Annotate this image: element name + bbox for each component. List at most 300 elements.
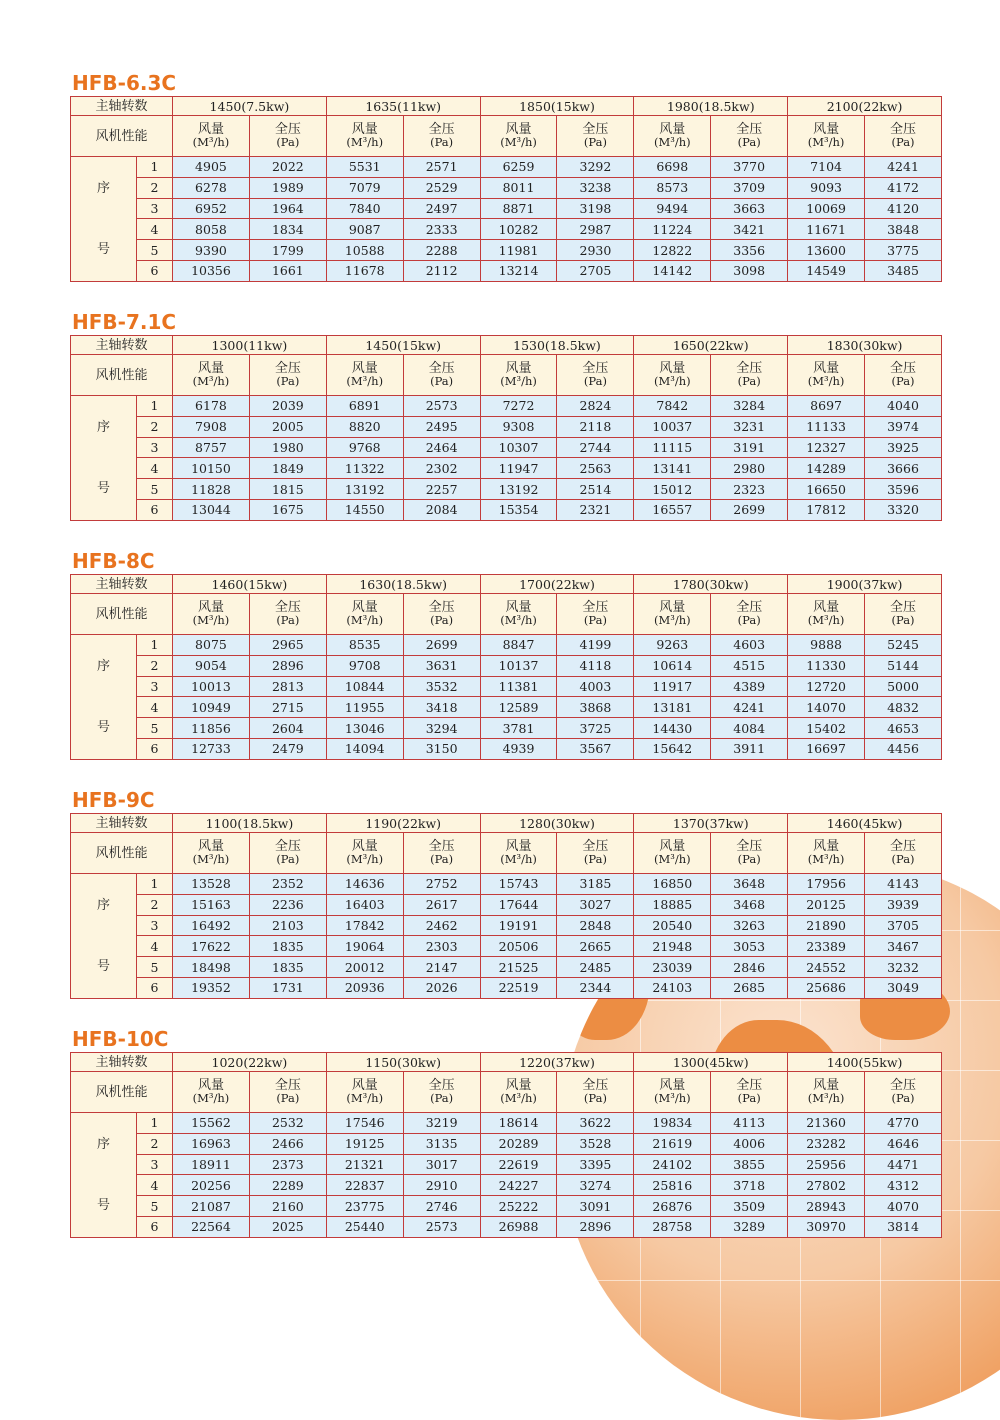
- flow-value: 10588: [326, 240, 403, 261]
- pressure-value: 3263: [711, 915, 788, 936]
- spindle-speed-label: 主轴转数: [71, 1053, 173, 1072]
- row-number: 2: [137, 416, 173, 437]
- table-row: [71, 676, 942, 697]
- pressure-label: 全压: [274, 1078, 301, 1093]
- flow-header-cell: [480, 116, 557, 157]
- flow-value: 10614: [634, 655, 711, 676]
- pressure-unit: (Pa): [737, 135, 761, 149]
- row-number: 1: [137, 1113, 173, 1134]
- flow-label: 风量: [813, 600, 840, 615]
- flow-value: 16557: [634, 499, 711, 520]
- flow-label: 风量: [659, 600, 686, 615]
- flow-unit: (M³/h): [653, 852, 691, 866]
- pressure-value: 3292: [557, 157, 634, 178]
- pressure-value: 2118: [557, 416, 634, 437]
- speed-header-row: [71, 575, 942, 594]
- row-number: 3: [137, 1154, 173, 1175]
- flow-value: 16492: [173, 915, 250, 936]
- flow-value: 6698: [634, 157, 711, 178]
- table-row: [71, 219, 942, 240]
- flow-value: 22519: [480, 977, 557, 998]
- pressure-label: 全压: [428, 1078, 455, 1093]
- flow-header-cell: [788, 116, 865, 157]
- flow-unit: (M³/h): [500, 374, 537, 388]
- flow-unit: (M³/h): [807, 613, 845, 627]
- flow-value: 15743: [480, 874, 557, 895]
- pressure-unit: (Pa): [276, 374, 300, 388]
- flow-value: 8535: [326, 635, 403, 656]
- pressure-value: 1835: [249, 957, 326, 978]
- pressure-unit: (Pa): [583, 613, 607, 627]
- flow-value: 12822: [634, 240, 711, 261]
- pressure-header-cell: [865, 594, 942, 635]
- pressure-value: 2571: [403, 157, 480, 178]
- flow-label: 风量: [197, 839, 224, 854]
- pressure-label: 全压: [890, 1078, 917, 1093]
- speed-header-cell: 1020(22kw): [173, 1053, 327, 1072]
- pressure-value: 4241: [865, 157, 942, 178]
- pressure-value: 3509: [711, 1196, 788, 1217]
- flow-value: 19125: [326, 1133, 403, 1154]
- flow-value: 14549: [788, 260, 865, 281]
- table-row: [71, 1216, 942, 1237]
- pressure-value: 2617: [403, 894, 480, 915]
- pressure-value: 4603: [711, 635, 788, 656]
- speed-header-cell: 1400(55kw): [788, 1053, 942, 1072]
- flow-header-cell: [788, 1072, 865, 1113]
- pressure-value: 2039: [249, 396, 326, 417]
- metric-header-row: [71, 833, 942, 874]
- pressure-unit: (Pa): [430, 1091, 454, 1105]
- flow-value: 9093: [788, 177, 865, 198]
- pressure-value: 5245: [865, 635, 942, 656]
- pressure-value: 4113: [711, 1113, 788, 1134]
- flow-value: 17644: [480, 894, 557, 915]
- pressure-header-cell: [711, 1072, 788, 1113]
- flow-header-cell: [634, 116, 711, 157]
- flow-value: 26988: [480, 1216, 557, 1237]
- flow-value: 20540: [634, 915, 711, 936]
- seq-top: 序: [96, 180, 110, 196]
- flow-value: 19064: [326, 936, 403, 957]
- row-number: 3: [137, 437, 173, 458]
- table-row: [71, 198, 942, 219]
- flow-value: 24552: [788, 957, 865, 978]
- pressure-value: 2497: [403, 198, 480, 219]
- pressure-unit: (Pa): [583, 852, 607, 866]
- flow-value: 9054: [173, 655, 250, 676]
- flow-value: 6259: [480, 157, 557, 178]
- pressure-value: 3868: [557, 697, 634, 718]
- pressure-value: 3925: [865, 437, 942, 458]
- pressure-value: 2485: [557, 957, 634, 978]
- speed-header-cell: 1100(18.5kw): [173, 814, 327, 833]
- table-row: [71, 416, 942, 437]
- pressure-value: 3775: [865, 240, 942, 261]
- pressure-value: 2464: [403, 437, 480, 458]
- flow-value: 23389: [788, 936, 865, 957]
- flow-value: 10282: [480, 219, 557, 240]
- row-number: 4: [137, 1175, 173, 1196]
- flow-value: 14070: [788, 697, 865, 718]
- pressure-value: 4312: [865, 1175, 942, 1196]
- pressure-value: 3289: [711, 1216, 788, 1237]
- pressure-value: 3709: [711, 177, 788, 198]
- flow-value: 19352: [173, 977, 250, 998]
- flow-label: 风量: [813, 122, 840, 137]
- flow-value: 16650: [788, 479, 865, 500]
- speed-header-row: [71, 814, 942, 833]
- sequence-label: [71, 396, 137, 521]
- seq-bottom: 号: [96, 958, 110, 974]
- flow-value: 11133: [788, 416, 865, 437]
- pressure-header-cell: [403, 116, 480, 157]
- pressure-value: 2288: [403, 240, 480, 261]
- seq-bottom: 号: [96, 719, 110, 735]
- pressure-header-cell: [557, 594, 634, 635]
- flow-value: 22837: [326, 1175, 403, 1196]
- pressure-unit: (Pa): [583, 1091, 607, 1105]
- pressure-unit: (Pa): [737, 1091, 761, 1105]
- row-number: 6: [137, 738, 173, 759]
- flow-value: 20506: [480, 936, 557, 957]
- pressure-header-cell: [403, 833, 480, 874]
- spindle-speed-label: 主轴转数: [71, 575, 173, 594]
- table-row: [71, 1175, 942, 1196]
- pressure-value: 2302: [403, 458, 480, 479]
- speed-header-cell: 1300(11kw): [173, 336, 327, 355]
- pressure-value: 4389: [711, 676, 788, 697]
- pressure-label: 全压: [274, 600, 301, 615]
- flow-label: 风量: [659, 122, 686, 137]
- pressure-label: 全压: [582, 122, 609, 137]
- pressure-header-cell: [403, 1072, 480, 1113]
- spec-table: [70, 96, 942, 282]
- pressure-value: 1834: [249, 219, 326, 240]
- pressure-value: 3666: [865, 458, 942, 479]
- flow-value: 11678: [326, 260, 403, 281]
- flow-value: 30970: [788, 1216, 865, 1237]
- pressure-unit: (Pa): [891, 613, 915, 627]
- pressure-value: 3467: [865, 936, 942, 957]
- flow-value: 11828: [173, 479, 250, 500]
- pressure-value: 2848: [557, 915, 634, 936]
- row-number: 3: [137, 676, 173, 697]
- pressure-unit: (Pa): [276, 1091, 300, 1105]
- pressure-unit: (Pa): [583, 135, 607, 149]
- pressure-value: 1989: [249, 177, 326, 198]
- flow-header-cell: [326, 594, 403, 635]
- flow-label: 风量: [813, 839, 840, 854]
- pressure-value: 1731: [249, 977, 326, 998]
- fan-spec-section: [70, 1026, 942, 1238]
- flow-value: 6891: [326, 396, 403, 417]
- flow-value: 5531: [326, 157, 403, 178]
- speed-header-cell: 1300(45kw): [634, 1053, 788, 1072]
- flow-value: 9494: [634, 198, 711, 219]
- flow-value: 11856: [173, 718, 250, 739]
- row-number: 6: [137, 977, 173, 998]
- pressure-value: 2532: [249, 1113, 326, 1134]
- flow-value: 14430: [634, 718, 711, 739]
- pressure-value: 4456: [865, 738, 942, 759]
- pressure-label: 全压: [428, 361, 455, 376]
- flow-label: 风量: [505, 122, 532, 137]
- pressure-value: 3528: [557, 1133, 634, 1154]
- pressure-value: 1980: [249, 437, 326, 458]
- flow-value: 17956: [788, 874, 865, 895]
- flow-value: 8011: [480, 177, 557, 198]
- flow-value: 11917: [634, 676, 711, 697]
- pressure-value: 2462: [403, 915, 480, 936]
- pressure-value: 3532: [403, 676, 480, 697]
- flow-value: 20289: [480, 1133, 557, 1154]
- flow-value: 24103: [634, 977, 711, 998]
- pressure-value: 2373: [249, 1154, 326, 1175]
- flow-value: 15402: [788, 718, 865, 739]
- pressure-value: 2084: [403, 499, 480, 520]
- pressure-header-cell: [865, 355, 942, 396]
- pressure-value: 4172: [865, 177, 942, 198]
- table-row: [71, 1133, 942, 1154]
- flow-value: 10356: [173, 260, 250, 281]
- pressure-unit: (Pa): [430, 613, 454, 627]
- pressure-value: 3091: [557, 1196, 634, 1217]
- speed-header-cell: 2100(22kw): [788, 97, 942, 116]
- pressure-header-cell: [403, 355, 480, 396]
- flow-value: 16403: [326, 894, 403, 915]
- pressure-value: 3185: [557, 874, 634, 895]
- pressure-value: 2746: [403, 1196, 480, 1217]
- flow-value: 21948: [634, 936, 711, 957]
- table-row: [71, 260, 942, 281]
- pressure-header-cell: [711, 594, 788, 635]
- flow-value: 19834: [634, 1113, 711, 1134]
- flow-value: 14289: [788, 458, 865, 479]
- seq-bottom: 号: [96, 1197, 110, 1213]
- pressure-value: 3622: [557, 1113, 634, 1134]
- flow-value: 25816: [634, 1175, 711, 1196]
- flow-header-cell: [634, 594, 711, 635]
- table-row: [71, 874, 942, 895]
- flow-value: 11322: [326, 458, 403, 479]
- flow-value: 20256: [173, 1175, 250, 1196]
- fan-performance-label: 风机性能: [71, 594, 173, 635]
- flow-header-cell: [326, 355, 403, 396]
- section-title: HFB-6.3C: [72, 71, 177, 95]
- flow-value: 13181: [634, 697, 711, 718]
- pressure-unit: (Pa): [276, 135, 300, 149]
- flow-value: 25686: [788, 977, 865, 998]
- pressure-value: 3232: [865, 957, 942, 978]
- pressure-label: 全压: [890, 839, 917, 854]
- pressure-value: 4040: [865, 396, 942, 417]
- speed-header-cell: 1280(30kw): [480, 814, 634, 833]
- flow-value: 10949: [173, 697, 250, 718]
- flow-value: 28943: [788, 1196, 865, 1217]
- pressure-value: 3356: [711, 240, 788, 261]
- flow-header-cell: [788, 355, 865, 396]
- pressure-value: 2022: [249, 157, 326, 178]
- flow-label: 风量: [505, 1078, 532, 1093]
- flow-header-cell: [326, 116, 403, 157]
- flow-value: 15562: [173, 1113, 250, 1134]
- pressure-value: 2321: [557, 499, 634, 520]
- pressure-value: 3567: [557, 738, 634, 759]
- flow-value: 21360: [788, 1113, 865, 1134]
- flow-label: 风量: [351, 122, 378, 137]
- pressure-label: 全压: [582, 1078, 609, 1093]
- flow-value: 9087: [326, 219, 403, 240]
- flow-value: 8573: [634, 177, 711, 198]
- sequence-label: [71, 874, 137, 999]
- pressure-header-cell: [865, 1072, 942, 1113]
- pressure-value: 2573: [403, 1216, 480, 1237]
- pressure-header-cell: [249, 594, 326, 635]
- pressure-value: 4199: [557, 635, 634, 656]
- pressure-value: 3939: [865, 894, 942, 915]
- pressure-header-cell: [711, 833, 788, 874]
- flow-value: 25440: [326, 1216, 403, 1237]
- flow-value: 16697: [788, 738, 865, 759]
- row-number: 5: [137, 240, 173, 261]
- flow-label: 风量: [813, 361, 840, 376]
- flow-value: 11381: [480, 676, 557, 697]
- flow-label: 风量: [197, 122, 224, 137]
- row-number: 4: [137, 936, 173, 957]
- pressure-value: 2333: [403, 219, 480, 240]
- flow-value: 23282: [788, 1133, 865, 1154]
- pressure-value: 3320: [865, 499, 942, 520]
- seq-top: 序: [96, 897, 110, 913]
- pressure-label: 全压: [428, 839, 455, 854]
- pressure-value: 2236: [249, 894, 326, 915]
- flow-value: 8820: [326, 416, 403, 437]
- pressure-value: 3098: [711, 260, 788, 281]
- table-row: [71, 655, 942, 676]
- pressure-header-cell: [865, 116, 942, 157]
- pressure-label: 全压: [890, 122, 917, 137]
- table-row: [71, 738, 942, 759]
- flow-value: 20936: [326, 977, 403, 998]
- pressure-value: 3855: [711, 1154, 788, 1175]
- pressure-value: 3596: [865, 479, 942, 500]
- pressure-value: 2824: [557, 396, 634, 417]
- fan-spec-section: [70, 309, 942, 521]
- row-number: 1: [137, 635, 173, 656]
- pressure-value: 5000: [865, 676, 942, 697]
- flow-value: 10307: [480, 437, 557, 458]
- pressure-unit: (Pa): [737, 852, 761, 866]
- speed-header-cell: 1630(18.5kw): [326, 575, 480, 594]
- row-number: 2: [137, 894, 173, 915]
- seq-top: 序: [96, 1136, 110, 1152]
- sequence-label: [71, 157, 137, 282]
- pressure-value: 2103: [249, 915, 326, 936]
- spec-table: [70, 813, 942, 999]
- section-title: HFB-10C: [72, 1027, 169, 1051]
- flow-value: 12589: [480, 697, 557, 718]
- table-row: [71, 1154, 942, 1175]
- speed-header-cell: 1530(18.5kw): [480, 336, 634, 355]
- flow-value: 17842: [326, 915, 403, 936]
- row-number: 1: [137, 396, 173, 417]
- pressure-unit: (Pa): [891, 135, 915, 149]
- flow-unit: (M³/h): [346, 852, 384, 866]
- flow-header-cell: [480, 1072, 557, 1113]
- flow-label: 风量: [505, 600, 532, 615]
- speed-header-cell: 1450(7.5kw): [173, 97, 327, 116]
- flow-value: 17546: [326, 1113, 403, 1134]
- pressure-label: 全压: [428, 600, 455, 615]
- pressure-value: 2563: [557, 458, 634, 479]
- fan-spec-section: [70, 787, 942, 999]
- flow-value: 24227: [480, 1175, 557, 1196]
- pressure-value: 3663: [711, 198, 788, 219]
- flow-value: 11981: [480, 240, 557, 261]
- pressure-header-cell: [557, 116, 634, 157]
- pressure-value: 3468: [711, 894, 788, 915]
- pressure-unit: (Pa): [737, 613, 761, 627]
- flow-value: 9708: [326, 655, 403, 676]
- pressure-unit: (Pa): [583, 374, 607, 388]
- flow-value: 9263: [634, 635, 711, 656]
- pressure-value: 2910: [403, 1175, 480, 1196]
- table-row: [71, 697, 942, 718]
- flow-unit: (M³/h): [500, 613, 537, 627]
- flow-value: 7842: [634, 396, 711, 417]
- pressure-header-cell: [557, 1072, 634, 1113]
- flow-value: 7908: [173, 416, 250, 437]
- pressure-value: 5144: [865, 655, 942, 676]
- pressure-value: 2479: [249, 738, 326, 759]
- flow-value: 18885: [634, 894, 711, 915]
- table-row: [71, 240, 942, 261]
- flow-value: 24102: [634, 1154, 711, 1175]
- flow-value: 8847: [480, 635, 557, 656]
- row-number: 3: [137, 915, 173, 936]
- pressure-header-cell: [711, 355, 788, 396]
- pressure-value: 4471: [865, 1154, 942, 1175]
- flow-header-cell: [173, 1072, 250, 1113]
- flow-value: 13192: [480, 479, 557, 500]
- table-row: [71, 177, 942, 198]
- table-row: [71, 437, 942, 458]
- pressure-label: 全压: [274, 361, 301, 376]
- flow-value: 13046: [326, 718, 403, 739]
- flow-header-cell: [634, 355, 711, 396]
- table-row: [71, 894, 942, 915]
- table-row: [71, 915, 942, 936]
- flow-value: 11115: [634, 437, 711, 458]
- pressure-unit: (Pa): [430, 374, 454, 388]
- pressure-value: 2744: [557, 437, 634, 458]
- pressure-header-cell: [403, 594, 480, 635]
- pressure-header-cell: [249, 116, 326, 157]
- pressure-value: 2846: [711, 957, 788, 978]
- pressure-label: 全压: [736, 839, 763, 854]
- spec-table: [70, 1052, 942, 1238]
- pressure-value: 3648: [711, 874, 788, 895]
- pressure-value: 2352: [249, 874, 326, 895]
- flow-label: 风量: [351, 600, 378, 615]
- pressure-value: 2112: [403, 260, 480, 281]
- flow-value: 22619: [480, 1154, 557, 1175]
- pressure-value: 3135: [403, 1133, 480, 1154]
- pressure-value: 2987: [557, 219, 634, 240]
- pressure-value: 2529: [403, 177, 480, 198]
- pressure-value: 2604: [249, 718, 326, 739]
